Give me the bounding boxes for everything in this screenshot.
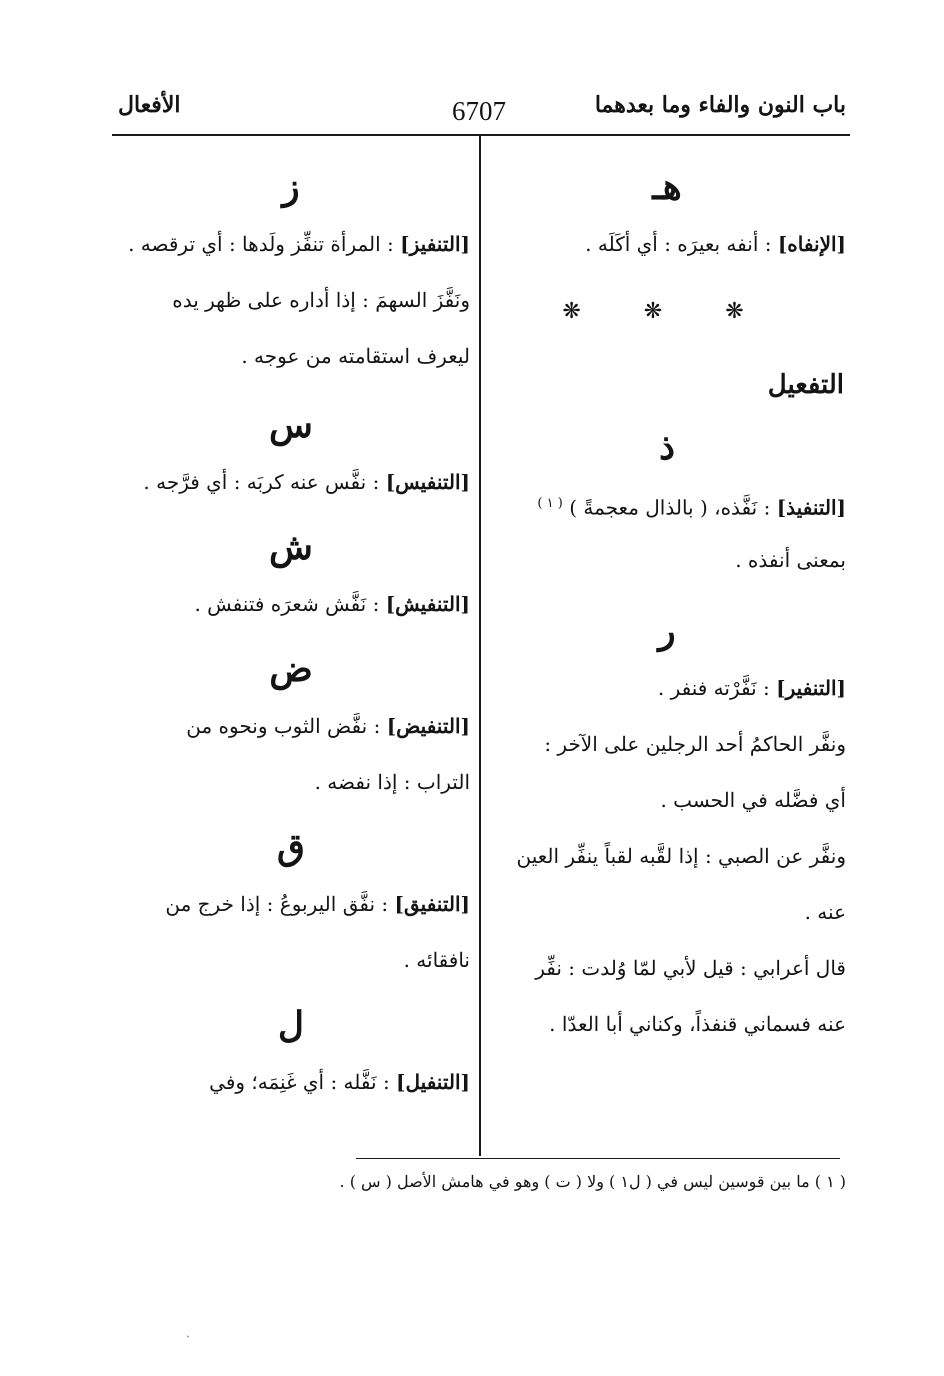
letter-heading-dhal: ذ bbox=[658, 426, 676, 468]
entry-text: : نَفَّرْته فنفر . bbox=[657, 676, 770, 700]
entry-line: قال أعرابي : قيل لأبي لمّا وُلدت : نفِّر bbox=[535, 956, 846, 980]
entry-keyword: [التنفيل] bbox=[396, 1070, 470, 1094]
entry-infah bbox=[488, 216, 846, 272]
entry-keyword: [التنفيذ] bbox=[776, 495, 846, 520]
section-header: الأفعال bbox=[118, 92, 181, 118]
letter-heading-zay: ز bbox=[282, 166, 300, 208]
entry-line: بمعنى أنفذه . bbox=[735, 548, 846, 572]
letter-heading-ra: ر bbox=[658, 610, 676, 652]
entry-line: ليعرف استقامته من عوجه . bbox=[241, 344, 470, 368]
asterism: ❋ ❋ ❋ bbox=[562, 299, 772, 324]
chapter-title: باب النون والفاء وما بعدهما bbox=[594, 92, 846, 118]
letter-heading-shin: ش bbox=[269, 526, 313, 568]
entry-text: : نَفَّله : أي غَنِمَه؛ وفي bbox=[209, 1070, 390, 1094]
column-divider bbox=[479, 136, 481, 1156]
entry-tanfiq bbox=[112, 876, 470, 932]
entry-text: : نفَّق اليربوعُ : إذا خرج من bbox=[165, 892, 389, 916]
letter-heading-dad: ض bbox=[269, 648, 313, 690]
entry-text: : نَفَّش شعرَه فتنفش . bbox=[194, 592, 380, 616]
scan-mark: ˎ bbox=[186, 1324, 190, 1338]
entry-line: عنه . bbox=[804, 900, 846, 924]
page-number: 6707 bbox=[452, 96, 506, 126]
letter-heading-sin: س bbox=[269, 404, 313, 446]
header-rule bbox=[112, 134, 850, 136]
entry-keyword: [التنفيش] bbox=[385, 592, 470, 616]
entry-keyword: [التنفيق] bbox=[394, 892, 470, 916]
entry-keyword: [التنفير] bbox=[776, 676, 846, 700]
entry-tanfid bbox=[112, 698, 470, 754]
entry-text: : نفَّض الثوب ونحوه من bbox=[186, 714, 381, 738]
entry-line: ونفَّر عن الصبي : إذا لقَّبه لقباً ينفِّر العين bbox=[516, 844, 846, 868]
entry-keyword: [التنفيس] bbox=[385, 470, 470, 494]
entry-keyword: [الإنفاه] bbox=[777, 232, 846, 256]
entry-line: عنه فسماني قنفذاً، وكناني أبا العدّا . bbox=[549, 1012, 846, 1036]
entry-line: ونفَّر الحاكمُ أحد الرجلين على الآخر : bbox=[544, 732, 846, 756]
entry-text: : أنفه بعيرَه : أي أكَلَه . bbox=[585, 232, 772, 256]
entry-tanfil bbox=[112, 1054, 470, 1110]
entry-tanfish bbox=[112, 576, 470, 632]
letter-heading-qaf: ق bbox=[277, 826, 305, 868]
left-column bbox=[112, 140, 470, 1110]
letter-heading-lam: ل bbox=[277, 1004, 305, 1046]
entry-line: نافقائه . bbox=[403, 948, 470, 972]
entry-text: : المرأة تنفِّز ولَدها : أي ترقصه . bbox=[128, 232, 394, 256]
entry-keyword: [التنفيز] bbox=[400, 232, 470, 256]
footnote-marker: ( ١ ) bbox=[537, 496, 563, 511]
entry-keyword: [التنفيض] bbox=[386, 714, 470, 738]
entry-line: أي فضَّله في الحسب . bbox=[660, 788, 846, 812]
footnote-rule bbox=[356, 1158, 840, 1159]
entry-tanfiz bbox=[112, 216, 470, 272]
letter-heading-ha: هـ bbox=[652, 166, 682, 208]
entry-tanfidh bbox=[488, 476, 846, 532]
entry-line: التراب : إذا نفضه . bbox=[314, 770, 470, 794]
footnote: ( ١ ) ما بين قوسين ليس في ( ل١ ) ولا ( ت ) وهو في هامش الأصل ( س ) . bbox=[339, 1172, 846, 1191]
right-column bbox=[488, 140, 846, 1052]
entry-tanfis bbox=[112, 454, 470, 510]
section-title: التفعيل bbox=[767, 370, 844, 400]
entry-tanfir bbox=[488, 660, 846, 716]
entry-line: ونَفَّزَ السهمَ : إذا أداره على ظهر يده bbox=[172, 288, 470, 312]
entry-text: : نفَّس عنه كربَه : أي فرَّجه . bbox=[143, 470, 380, 494]
entry-text: : نَفَّذه، ( بالذال معجمةً ) bbox=[569, 495, 771, 520]
